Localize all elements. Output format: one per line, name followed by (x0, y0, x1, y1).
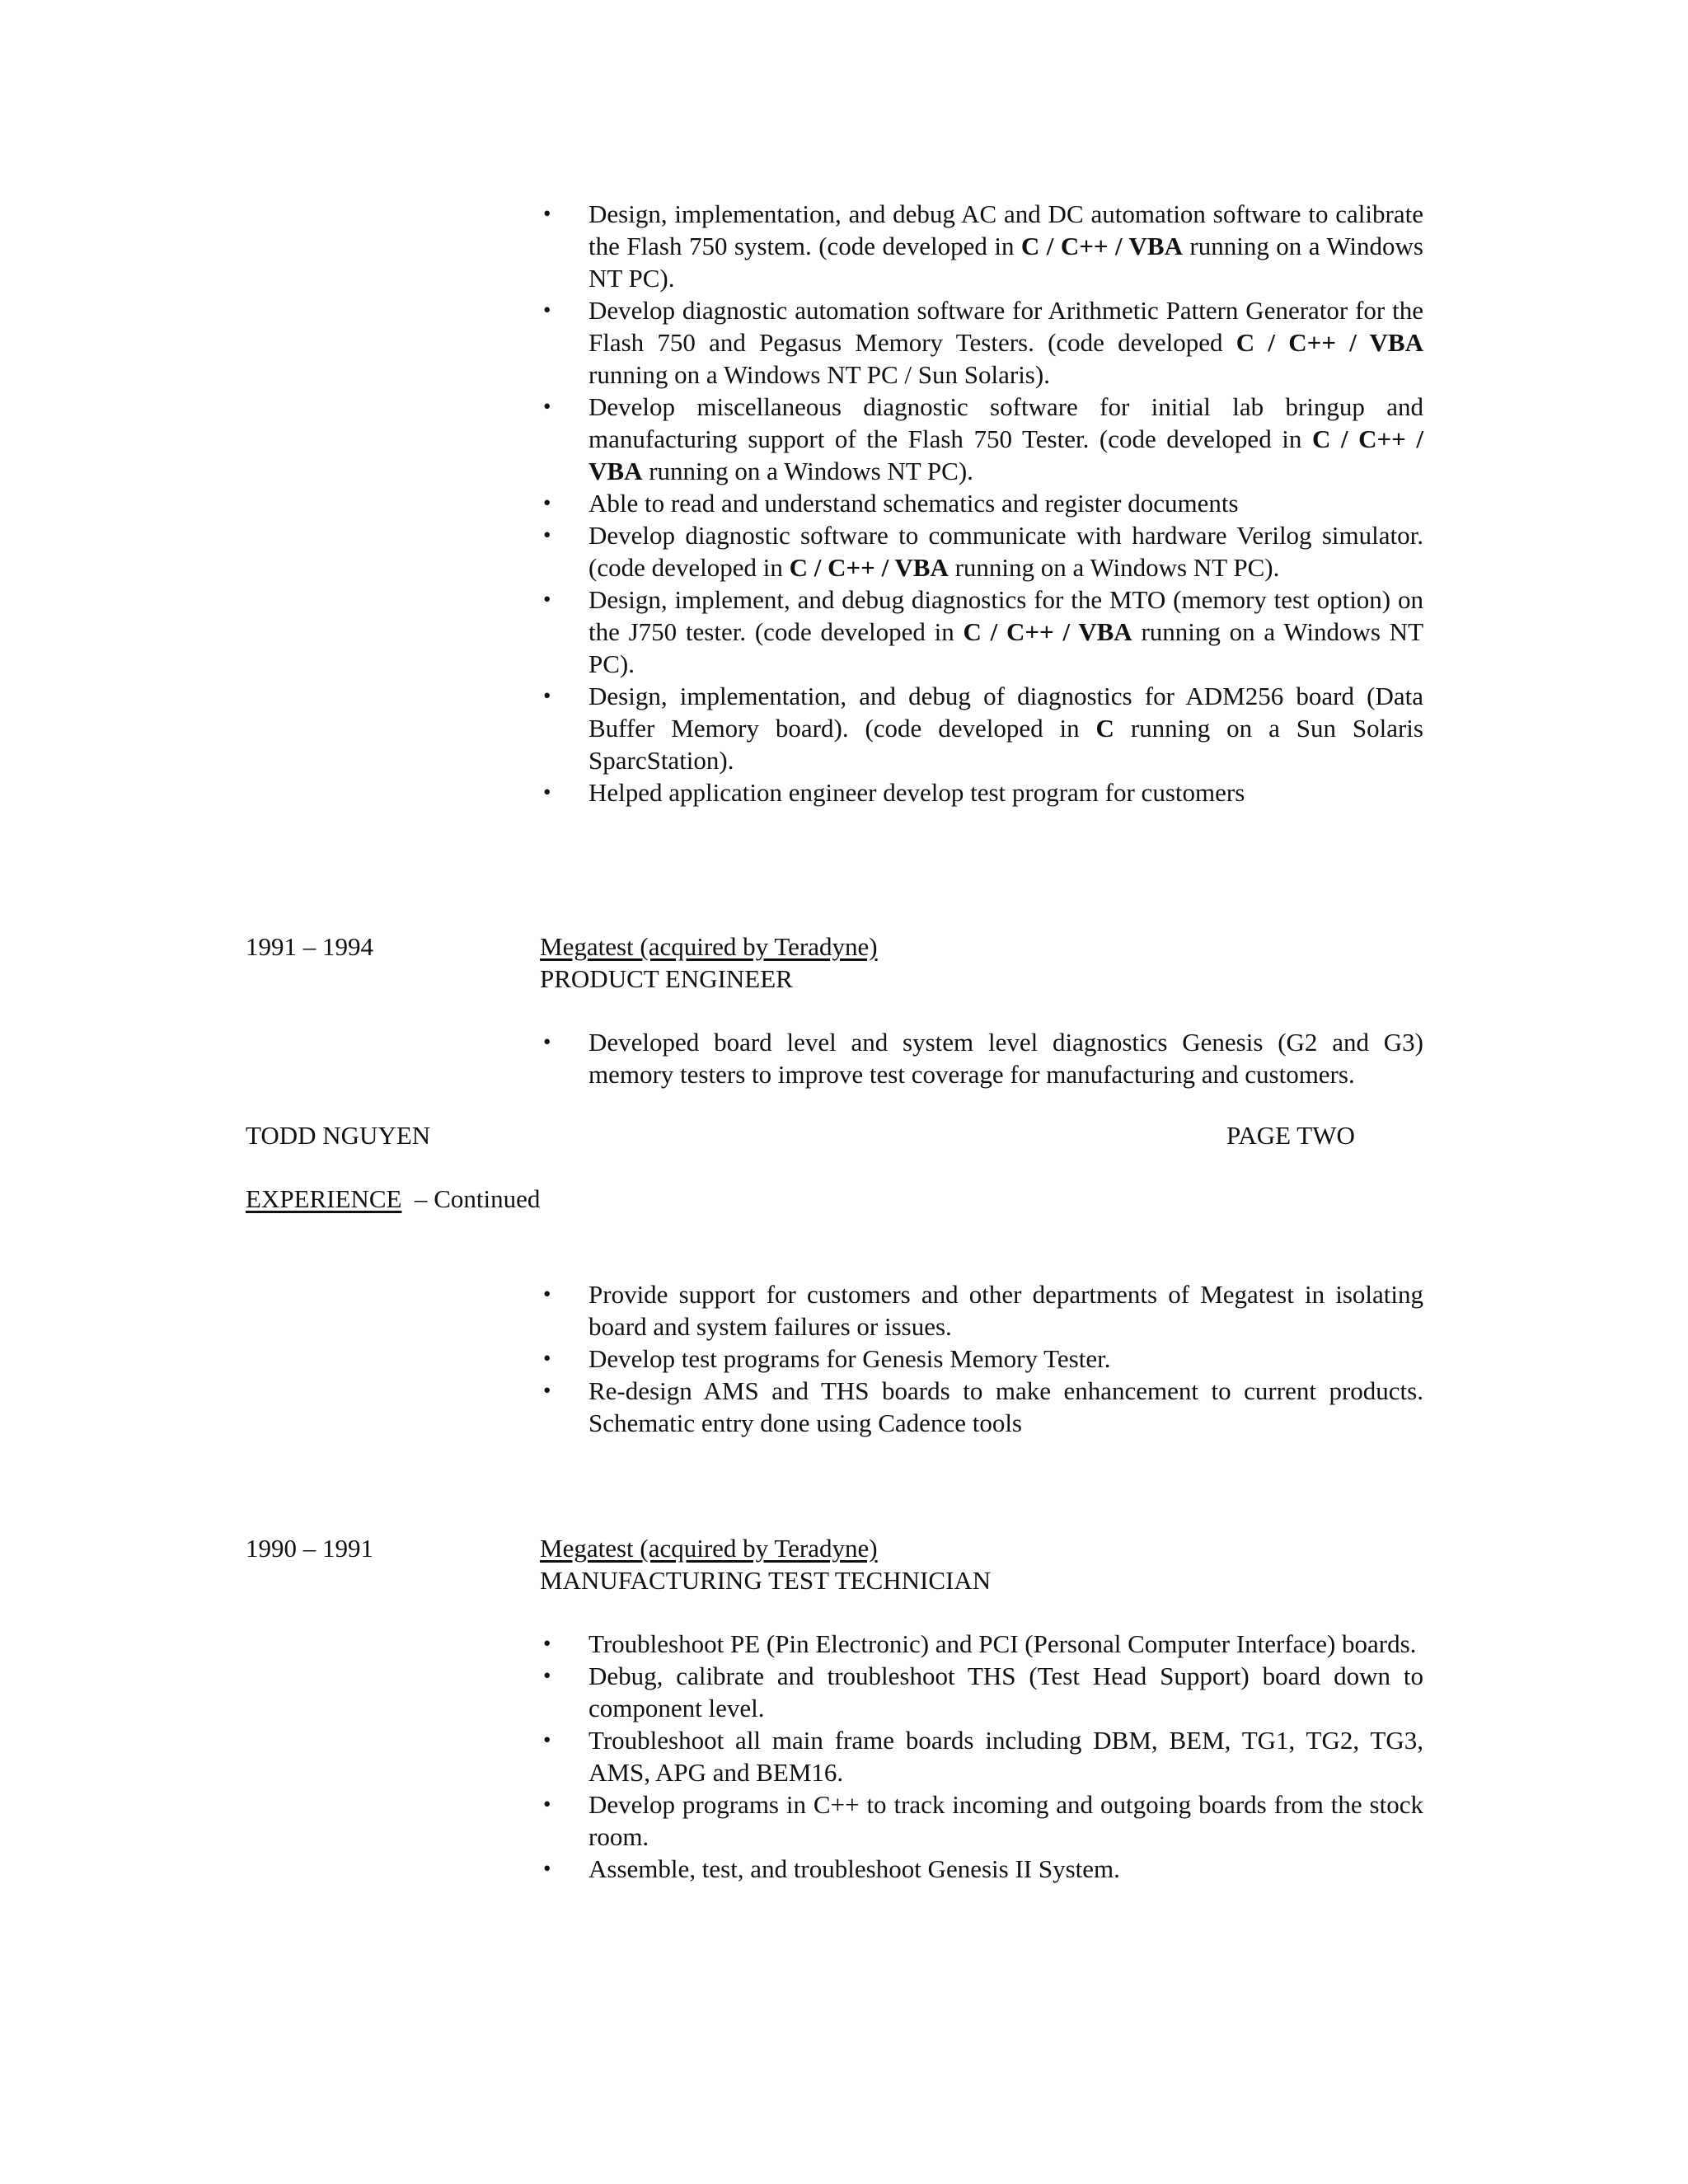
bullet-dot-icon: • (543, 1631, 551, 1656)
bullet-text: running on a Sun Solaris SparcStation). (588, 714, 1423, 775)
bullet-item (540, 294, 1423, 391)
bullet-text: running on a Windows NT PC). (588, 232, 1423, 293)
bullet-text: Develop programs in C++ to track incoming and outgoing boards from the stock room. (588, 1790, 1423, 1851)
bullet-item (540, 583, 1423, 680)
bullet-dot-icon: • (543, 523, 551, 547)
bullet-dot-icon: • (543, 1663, 551, 1688)
job2-dates: 1990 – 1991 (246, 1534, 373, 1563)
bullet-text: Design, implementation, and debug AC and DC automation software to calibrate the Flash 750 system. (code developed in (588, 199, 1423, 260)
bullet-text: Design, implementation, and debug of diagnostics for ADM256 board (Data Buffer Memory board). (code developed in (588, 682, 1423, 743)
bullet-text-bold: C / C++ / VBA (963, 617, 1132, 646)
job2-company: Megatest (acquired by Teradyne) (540, 1534, 878, 1563)
bullet-text: Develop miscellaneous diagnostic software for initial lab bringup and manufacturing support of the Flash 750 Tester. (code developed in (588, 392, 1423, 453)
bullet-text: Helped application engineer develop test program for customers (588, 778, 1245, 807)
job2-title: MANUFACTURING TEST TECHNICIAN (540, 1566, 992, 1595)
bullet-text: Design, implement, and debug diagnostics for the MTO (memory test option) on the J750 tester. (code developed in (588, 585, 1423, 646)
job1-dates: 1991 – 1994 (246, 932, 373, 961)
bullet-item (540, 1788, 1423, 1853)
bullet-list-job1 (540, 1026, 1423, 1090)
bullet-text-bold: C / C++ / VBA (789, 553, 949, 582)
bullet-text: Troubleshoot PE (Pin Electronic) and PCI (Personal Computer Interface) boards. (588, 1629, 1417, 1658)
bullet-dot-icon: • (543, 1346, 551, 1371)
bullet-text: Debug, calibrate and troubleshoot THS (Test Head Support) board down to component level. (588, 1661, 1423, 1722)
bullet-text: Develop diagnostic automation software for Arithmetic Pattern Generator for the Flash 750 and Pegasus Memory Testers. (code developed (588, 296, 1423, 357)
bullet-item (540, 680, 1423, 776)
bullet-item (540, 1628, 1423, 1660)
bullet-dot-icon: • (543, 780, 551, 804)
bullet-item (540, 1853, 1423, 1885)
job1-title: PRODUCT ENGINEER (540, 964, 793, 993)
bullet-dot-icon: • (543, 1029, 551, 1054)
bullet-text: Re-design AMS and THS boards to make enhancement to current products. Schematic entry done using Cadence tools (588, 1376, 1423, 1437)
bullet-dot-icon: • (543, 394, 551, 419)
bullet-item (540, 1660, 1423, 1724)
bullet-item (540, 1724, 1423, 1788)
bullet-text-bold: C / C++ / VBA (1236, 328, 1423, 357)
bullet-text: Assemble, test, and troubleshoot Genesis II System. (588, 1854, 1120, 1883)
bullet-list-top (540, 198, 1423, 808)
bullet-text: Troubleshoot all main frame boards including DBM, BEM, TG1, TG2, TG3, AMS, APG and BEM16. (588, 1726, 1423, 1787)
bullet-list-job1-continued (540, 1278, 1423, 1439)
bullet-text: running on a Windows NT PC / Sun Solaris). (588, 360, 1050, 389)
bullet-item (540, 1026, 1423, 1090)
bullet-text: running on a Windows NT PC). (588, 617, 1423, 678)
bullet-text: Developed board level and system level diagnostics Genesis (G2 and G3) memory testers to improve test coverage for manufacturing and customers. (588, 1028, 1423, 1089)
bullet-dot-icon: • (543, 1856, 551, 1881)
bullet-text: running on a Windows NT PC). (642, 457, 973, 485)
bullet-dot-icon: • (543, 683, 551, 708)
bullet-dot-icon: • (543, 490, 551, 515)
bullet-dot-icon: • (543, 1792, 551, 1816)
bullet-item (540, 1278, 1423, 1343)
bullet-dot-icon: • (543, 1727, 551, 1752)
bullet-item (540, 487, 1423, 519)
bullet-text: Develop diagnostic software to communicate with hardware Verilog simulator. (code developed in (588, 521, 1423, 582)
bullet-dot-icon: • (543, 587, 551, 612)
bullet-text-bold: C (1095, 714, 1114, 743)
bullet-item (540, 391, 1423, 487)
header-page-number: PAGE TWO (1226, 1121, 1355, 1150)
bullet-dot-icon: • (543, 1282, 551, 1306)
bullet-text: Provide support for customers and other departments of Megatest in isolating board and system failures or issues. (588, 1280, 1423, 1341)
bullet-item (540, 519, 1423, 583)
section-heading-label: EXPERIENCE (246, 1184, 402, 1213)
bullet-dot-icon: • (543, 1378, 551, 1403)
bullet-item (540, 198, 1423, 294)
section-heading-suffix: – Continued (401, 1184, 541, 1213)
section-heading (246, 1183, 540, 1215)
bullet-list-job2 (540, 1628, 1423, 1885)
bullet-text: Develop test programs for Genesis Memory Tester. (588, 1344, 1111, 1373)
bullet-item (540, 1343, 1423, 1375)
bullet-text: Able to read and understand schematics and register documents (588, 489, 1239, 518)
bullet-dot-icon: • (543, 201, 551, 226)
bullet-item (540, 776, 1423, 808)
bullet-text-bold: C / C++ / VBA (1020, 232, 1183, 260)
bullet-dot-icon: • (543, 298, 551, 322)
header-name: TODD NGUYEN (246, 1121, 431, 1150)
bullet-text-bold: C / C++ / VBA (588, 424, 1423, 485)
bullet-item (540, 1375, 1423, 1439)
bullet-text: running on a Windows NT PC). (948, 553, 1280, 582)
job1-company: Megatest (acquired by Teradyne) (540, 932, 878, 961)
